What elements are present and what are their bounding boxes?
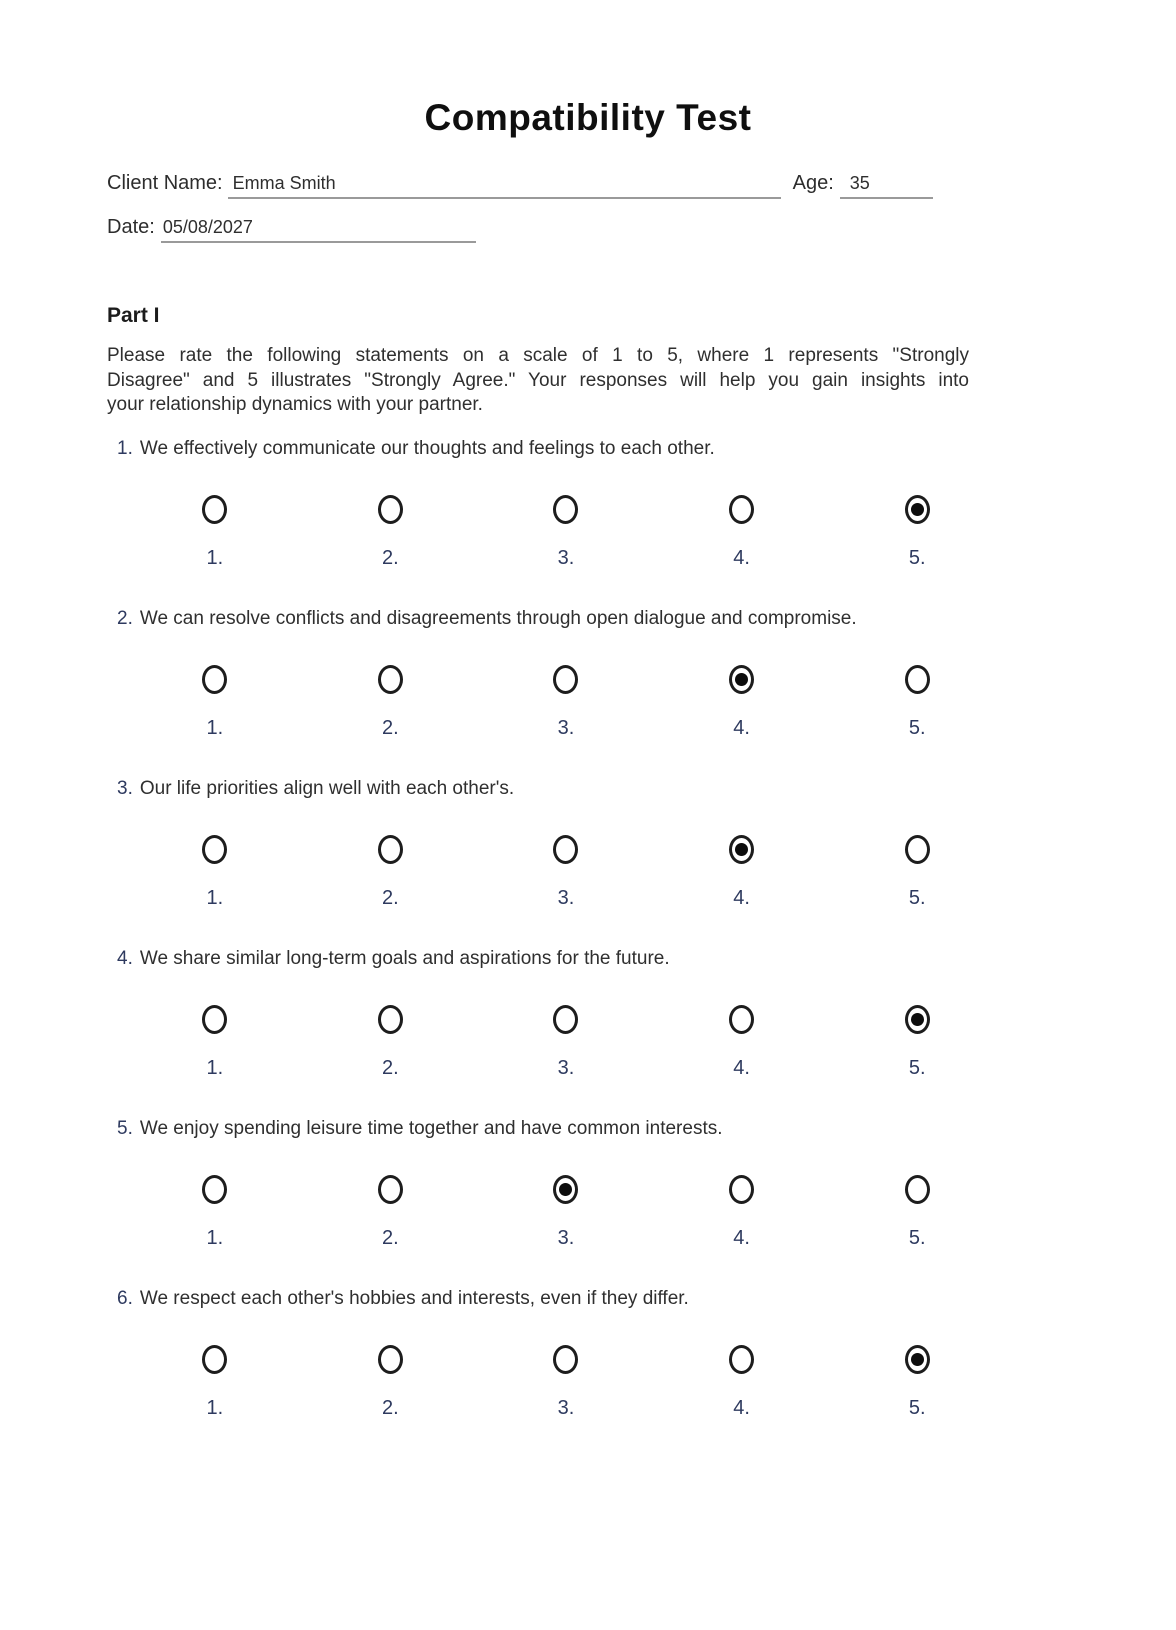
date-value: 05/08/2027	[162, 217, 253, 237]
rating-scale	[127, 832, 1005, 868]
question-block-3	[0, 777, 1176, 911]
scale-column	[127, 492, 303, 528]
instructions	[107, 344, 969, 418]
scale-label: 2.	[382, 887, 399, 909]
radio-q4-option-5[interactable]	[905, 1005, 930, 1034]
scale-column	[303, 662, 479, 698]
radio-q4-option-4[interactable]	[729, 1005, 754, 1034]
scale-label-column	[303, 887, 479, 911]
radio-q6-option-4[interactable]	[729, 1345, 754, 1374]
question-block-5	[0, 1117, 1176, 1251]
scale-label: 5.	[908, 887, 926, 909]
scale-column	[654, 1172, 830, 1208]
questions-list	[0, 437, 1176, 1421]
scale-column	[654, 492, 830, 528]
scale-label-column	[127, 887, 303, 911]
radio-q1-option-4[interactable]	[729, 495, 754, 524]
radio-q2-option-5[interactable]	[905, 665, 930, 694]
age-field[interactable]	[840, 173, 933, 199]
radio-q6-option-5[interactable]	[905, 1345, 930, 1374]
scale-label: 1.	[206, 887, 224, 909]
scale-label: 2.	[382, 547, 399, 569]
question-label: We enjoy spending leisure time together and have common interests.	[139, 1117, 723, 1139]
radio-q1-option-1[interactable]	[202, 495, 227, 524]
client-name-value: Emma Smith	[232, 173, 336, 193]
client-info-row	[107, 172, 952, 199]
radio-q2-option-3[interactable]	[553, 665, 578, 694]
scale-column	[127, 1172, 303, 1208]
scale-column	[829, 1342, 1005, 1378]
scale-label: 5.	[908, 717, 926, 739]
radio-q1-option-3[interactable]	[553, 495, 578, 524]
scale-label: 1.	[206, 1057, 224, 1079]
instructions-line-3: your relationship dynamics with your partner.	[107, 394, 483, 415]
scale-label-column	[478, 887, 654, 911]
scale-column	[478, 1172, 654, 1208]
scale-label: 1.	[206, 1227, 224, 1249]
scale-column	[654, 1342, 830, 1378]
scale-labels	[127, 1057, 1005, 1081]
question-number: 5.	[117, 1117, 133, 1139]
scale-column	[829, 1002, 1005, 1038]
scale-label: 2.	[382, 1397, 399, 1419]
question-block-1	[0, 437, 1176, 571]
radio-q3-option-2[interactable]	[378, 835, 403, 864]
radio-q6-option-3[interactable]	[553, 1345, 578, 1374]
radio-q3-option-4[interactable]	[729, 835, 754, 864]
question-block-6	[0, 1287, 1176, 1421]
scale-label-column	[829, 887, 1005, 911]
scale-column	[303, 492, 479, 528]
radio-q5-option-3[interactable]	[553, 1175, 578, 1204]
scale-column	[303, 1342, 479, 1378]
scale-column	[127, 832, 303, 868]
question-number: 3.	[117, 777, 133, 799]
scale-column	[478, 492, 654, 528]
radio-q2-option-2[interactable]	[378, 665, 403, 694]
scale-label: 2.	[382, 1227, 399, 1249]
radio-q2-option-4[interactable]	[729, 665, 754, 694]
scale-label-column	[829, 547, 1005, 571]
scale-label-column	[127, 547, 303, 571]
scale-label-column	[654, 547, 830, 571]
scale-label-column	[303, 1227, 479, 1251]
radio-q3-option-3[interactable]	[553, 835, 578, 864]
question-label: We respect each other's hobbies and interests, even if they differ.	[139, 1287, 689, 1309]
scale-label-column	[303, 717, 479, 741]
scale-label-column	[654, 887, 830, 911]
rating-scale	[127, 1172, 1005, 1208]
scale-label-column	[654, 1397, 830, 1421]
question-number: 6.	[117, 1287, 133, 1309]
scale-label: 5.	[908, 1397, 926, 1419]
scale-label: 1.	[206, 1397, 224, 1419]
radio-dot	[911, 1353, 924, 1366]
rating-scale	[127, 662, 1005, 698]
question-text	[117, 1117, 1176, 1141]
radio-dot	[911, 503, 924, 516]
instructions-line-1: Please rate the following statements on a scale of 1 to 5, where 1 represents "Strongly	[107, 345, 969, 366]
scale-label-column	[478, 717, 654, 741]
scale-label-column	[654, 1057, 830, 1081]
scale-labels	[127, 717, 1005, 741]
scale-label: 4.	[733, 1227, 750, 1249]
question-number: 2.	[117, 607, 133, 629]
scale-label: 4.	[733, 887, 750, 909]
scale-label-column	[478, 1057, 654, 1081]
radio-q1-option-2[interactable]	[378, 495, 403, 524]
scale-label: 3.	[557, 1227, 575, 1249]
scale-label: 3.	[557, 887, 575, 909]
radio-q5-option-1[interactable]	[202, 1175, 227, 1204]
scale-column	[829, 1172, 1005, 1208]
scale-labels	[127, 887, 1005, 911]
scale-label: 5.	[908, 1227, 926, 1249]
scale-label-column	[478, 547, 654, 571]
client-name-label: Client Name:	[107, 172, 223, 194]
scale-label-column	[654, 717, 830, 741]
scale-column	[829, 662, 1005, 698]
radio-q5-option-2[interactable]	[378, 1175, 403, 1204]
scale-label-column	[829, 1057, 1005, 1081]
date-field[interactable]	[161, 217, 476, 243]
rating-scale	[127, 492, 1005, 528]
scale-label: 5.	[908, 1057, 926, 1079]
scale-label-column	[127, 717, 303, 741]
scale-label-column	[127, 1397, 303, 1421]
rating-scale	[127, 1002, 1005, 1038]
scale-column	[654, 1002, 830, 1038]
question-text	[117, 777, 1176, 801]
question-label: We share similar long-term goals and aspirations for the future.	[139, 947, 670, 969]
radio-dot	[911, 1013, 924, 1026]
question-text	[117, 1287, 1176, 1311]
scale-label-column	[829, 1397, 1005, 1421]
question-text	[117, 947, 1176, 971]
scale-column	[829, 832, 1005, 868]
date-row	[107, 216, 1176, 243]
scale-labels	[127, 547, 1005, 571]
question-text	[117, 437, 1176, 461]
scale-column	[829, 492, 1005, 528]
scale-column	[303, 1172, 479, 1208]
scale-label: 3.	[557, 1397, 575, 1419]
scale-column	[654, 662, 830, 698]
question-block-4	[0, 947, 1176, 1081]
radio-q4-option-3[interactable]	[553, 1005, 578, 1034]
question-label: Our life priorities align well with each other's.	[139, 777, 515, 799]
question-number: 1.	[117, 437, 133, 459]
scale-labels	[127, 1227, 1005, 1251]
radio-q4-option-1[interactable]	[202, 1005, 227, 1034]
question-number: 4.	[117, 947, 133, 969]
scale-column	[303, 1002, 479, 1038]
scale-label-column	[127, 1227, 303, 1251]
scale-column	[478, 662, 654, 698]
scale-label-column	[478, 1227, 654, 1251]
date-label: Date:	[107, 216, 155, 238]
scale-column	[478, 832, 654, 868]
scale-column	[478, 1342, 654, 1378]
radio-q3-option-5[interactable]	[905, 835, 930, 864]
radio-dot	[559, 1183, 572, 1196]
scale-label-column	[303, 1397, 479, 1421]
radio-q4-option-2[interactable]	[378, 1005, 403, 1034]
scale-column	[478, 1002, 654, 1038]
question-label: We effectively communicate our thoughts and feelings to each other.	[139, 437, 715, 459]
scale-label: 3.	[557, 1057, 575, 1079]
scale-label: 4.	[733, 1397, 750, 1419]
scale-label: 1.	[206, 717, 224, 739]
radio-dot	[735, 673, 748, 686]
radio-q5-option-4[interactable]	[729, 1175, 754, 1204]
question-label: We can resolve conflicts and disagreements through open dialogue and compromise.	[139, 607, 857, 629]
scale-label: 5.	[908, 547, 926, 569]
radio-dot	[735, 843, 748, 856]
radio-q6-option-1[interactable]	[202, 1345, 227, 1374]
scale-label-column	[478, 1397, 654, 1421]
scale-label: 2.	[382, 1057, 399, 1079]
page-title: Compatibility Test	[424, 97, 752, 138]
scale-label-column	[829, 1227, 1005, 1251]
age-value: 35	[849, 173, 870, 193]
radio-q5-option-5[interactable]	[905, 1175, 930, 1204]
instructions-line-2: Disagree" and 5 illustrates "Strongly Agree." Your responses will help you gain insights into	[107, 369, 969, 391]
scale-labels	[127, 1397, 1005, 1421]
scale-label-column	[127, 1057, 303, 1081]
scale-column	[127, 1342, 303, 1378]
scale-label: 4.	[733, 547, 750, 569]
client-name-field[interactable]	[228, 173, 781, 199]
radio-q2-option-1[interactable]	[202, 665, 227, 694]
scale-label-column	[654, 1227, 830, 1251]
scale-label: 1.	[206, 547, 224, 569]
scale-label: 3.	[557, 717, 575, 739]
radio-q1-option-5[interactable]	[905, 495, 930, 524]
question-text	[117, 607, 1176, 631]
radio-q3-option-1[interactable]	[202, 835, 227, 864]
scale-label-column	[303, 1057, 479, 1081]
scale-label: 4.	[733, 1057, 750, 1079]
age-label: Age:	[792, 172, 834, 194]
scale-column	[303, 832, 479, 868]
scale-label-column	[303, 547, 479, 571]
scale-column	[127, 1002, 303, 1038]
scale-label: 3.	[557, 547, 575, 569]
question-block-2	[0, 607, 1176, 741]
scale-column	[654, 832, 830, 868]
scale-label-column	[829, 717, 1005, 741]
rating-scale	[127, 1342, 1005, 1378]
part-heading: Part I	[107, 304, 160, 327]
scale-label: 2.	[382, 717, 399, 739]
scale-column	[127, 662, 303, 698]
radio-q6-option-2[interactable]	[378, 1345, 403, 1374]
scale-label: 4.	[733, 717, 750, 739]
